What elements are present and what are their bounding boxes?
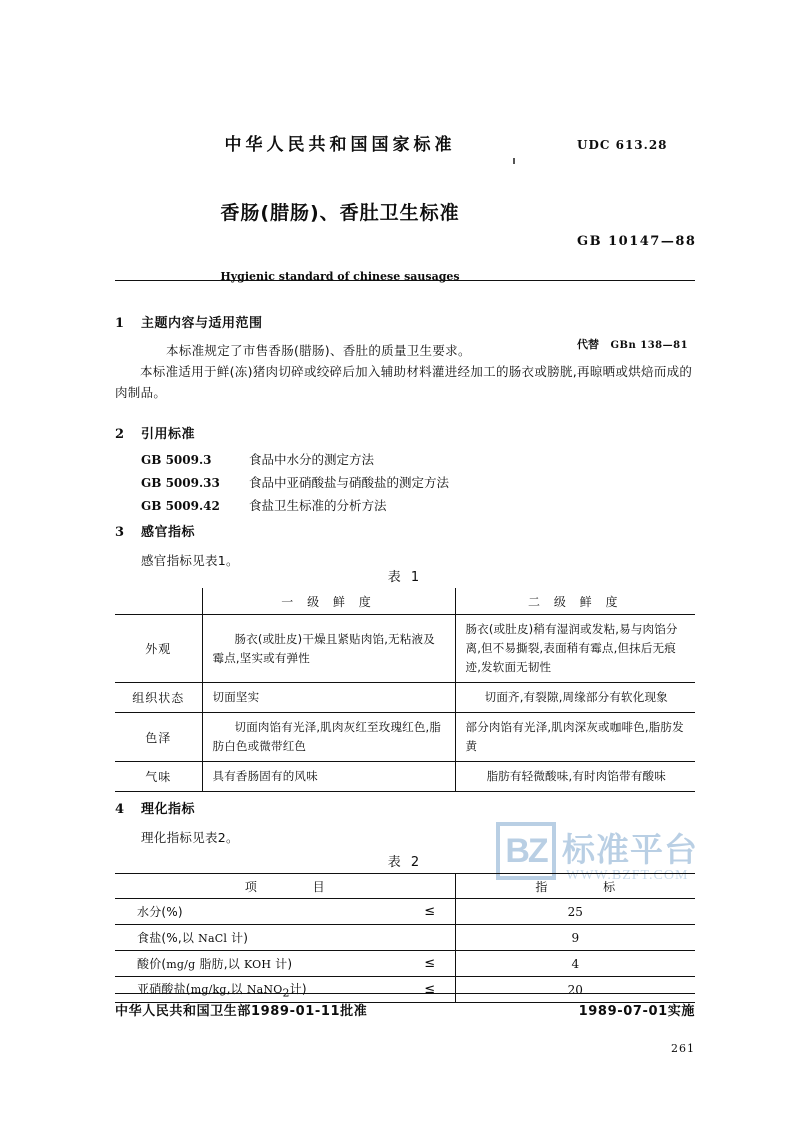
item-unit: mg/g — [166, 958, 196, 971]
table-1-cell-grade-2: 脂肪有轻微酸味,有时肉馅带有酸味 — [455, 762, 695, 792]
reference-item — [141, 450, 374, 468]
footer-divider — [115, 993, 695, 994]
page-tick-mark — [513, 158, 515, 164]
watermark-logo-text: BZ — [505, 831, 547, 870]
page-number: 261 — [671, 1042, 695, 1055]
replaces-value: GBn 138—81 — [610, 340, 689, 351]
table-2-item-label — [115, 951, 405, 977]
table-1-cell-grade-2: 部分肉馅有光泽,肌肉深灰或咖啡色,脂肪发黄 — [455, 713, 695, 762]
footer-approval: 中华人民共和国卫生部1989-01-11批准 — [115, 1004, 368, 1019]
footer-implementation: 1989-07-01实施 — [578, 1004, 695, 1019]
section-2-number: 2 — [115, 427, 125, 442]
reference-name: 食品中亚硝酸盐与硝酸盐的测定方法 — [249, 475, 450, 490]
table-2-caption: 表 2 — [387, 855, 423, 870]
udc-number: UDC 613.28 — [577, 138, 668, 152]
table-2-operator: ≤ — [405, 951, 455, 977]
section-3-number: 3 — [115, 525, 125, 540]
section-2-heading — [115, 423, 195, 442]
table-1-row-label: 外观 — [115, 615, 202, 683]
item-text-mid: ,以 — [226, 981, 247, 996]
item-text-pre: 食盐(%,以 — [137, 931, 199, 945]
table-row — [115, 588, 695, 615]
table-row — [115, 762, 695, 792]
table-physicochemical-indicators — [115, 873, 695, 1003]
table-1-row-label: 气味 — [115, 762, 202, 792]
section-1-heading — [115, 312, 263, 331]
table-1-row-label: 色泽 — [115, 713, 202, 762]
watermark-url: WWW.BZFT.COM — [566, 868, 689, 883]
table-row — [115, 951, 695, 977]
table-2-value: 20 — [455, 977, 695, 1003]
watermark-title: 标准平台 — [562, 830, 698, 869]
reference-code: GB 5009.3 — [141, 453, 212, 467]
table-2-value: 25 — [455, 899, 695, 925]
section-4-number: 4 — [115, 802, 125, 817]
table-1-cell-grade-1: 切面肉馅有光泽,肌肉灰红至玫瑰红色,脂肪白色或微带红色 — [202, 713, 455, 762]
table-1-cell-grade-2: 肠衣(或肚皮)稍有湿润或发粘,易与肉馅分离,但不易撕裂,表面稍有霉点,但抹后无痕迹,发软面无韧性 — [455, 615, 695, 683]
item-formula: NaNO — [246, 982, 283, 996]
standard-title: 香肠(腊肠)、香肚卫生标准 — [220, 202, 460, 224]
section-4-paragraph-1: 理化指标见表2。 — [141, 830, 239, 845]
section-4-title: 理化指标 — [141, 802, 196, 817]
table-2-item-label — [115, 977, 405, 1003]
section-3-heading — [115, 521, 195, 540]
table-sensory-indicators — [115, 588, 695, 792]
table-row — [115, 874, 695, 899]
section-3-paragraph-1: 感官指标见表1。 — [141, 553, 239, 568]
standard-title-english: Hygienic standard of chinese sausages — [220, 270, 460, 283]
reference-item — [141, 496, 387, 514]
table-row — [115, 925, 695, 951]
table-1-row-label: 组织状态 — [115, 683, 202, 713]
table-row — [115, 683, 695, 713]
replaces-label: 代替 — [577, 338, 599, 351]
item-text-pre: 亚硝酸盐( — [137, 981, 191, 996]
section-1-paragraph-1: 本标准规定了市售香肠(腊肠)、香肚的质量卫生要求。 — [166, 343, 471, 358]
header-divider — [115, 280, 695, 281]
reference-code: GB 5009.42 — [141, 499, 220, 513]
item-formula: KOH — [243, 958, 272, 971]
table-row — [115, 615, 695, 683]
table-2-operator: ≤ — [405, 977, 455, 1003]
section-1-title: 主题内容与适用范围 — [141, 316, 263, 331]
table-2-header-index: 指 标 — [455, 874, 695, 899]
reference-name: 食盐卫生标准的分析方法 — [249, 498, 387, 513]
item-text-post: 计) — [289, 981, 307, 996]
item-formula-subscript: 2 — [282, 986, 290, 1000]
reference-code: GB 5009.33 — [141, 476, 220, 490]
table-1-header-grade-1: 一 级 鲜 度 — [202, 588, 455, 615]
section-1-number: 1 — [115, 316, 125, 331]
reference-name: 食品中水分的测定方法 — [249, 452, 375, 467]
table-1-cell-grade-2: 切面齐,有裂隙,周缘部分有软化现象 — [455, 683, 695, 713]
item-formula: NaCl — [198, 932, 228, 945]
item-text-mid: 脂肪,以 — [195, 957, 244, 971]
item-text-pre: 酸价( — [137, 957, 167, 971]
table-1-cell-grade-1: 切面坚实 — [202, 683, 455, 713]
table-2-item-label: 水分(%) — [115, 899, 405, 925]
table-2-value: 9 — [455, 925, 695, 951]
table-2-value: 4 — [455, 951, 695, 977]
table-1-header-grade-2: 二 级 鲜 度 — [455, 588, 695, 615]
table-2-operator — [405, 925, 455, 951]
table-1-cell-grade-1: 肠衣(或肚皮)干燥且紧贴肉馅,无粘液及霉点,坚实或有弹性 — [202, 615, 455, 683]
table-row — [115, 899, 695, 925]
table-row — [115, 713, 695, 762]
section-3-title: 感官指标 — [141, 525, 196, 540]
gb-number: GB 10147—88 — [577, 234, 697, 249]
table-2-operator: ≤ — [405, 899, 455, 925]
section-2-title: 引用标准 — [141, 427, 196, 442]
item-unit: mg/kg — [190, 982, 227, 996]
item-text-post: 计) — [227, 931, 249, 945]
national-standard-title: 中华人民共和国国家标准 — [224, 135, 456, 155]
table-row — [115, 977, 695, 1003]
table-1-header-blank — [115, 588, 202, 615]
reference-item — [141, 473, 449, 491]
section-4-heading — [115, 798, 195, 817]
item-text-post: 计) — [271, 957, 293, 971]
table-2-item-label — [115, 925, 405, 951]
table-2-header-item: 项 目 — [115, 874, 455, 899]
table-1-cell-grade-1: 具有香肠固有的风味 — [202, 762, 455, 792]
section-1-paragraph-2: 本标准适用于鲜(冻)猪肉切碎或绞碎后加入辅助材料灌进经加工的肠衣或膀胱,再晾晒或烘焙而成的肉制品。 — [115, 364, 693, 400]
table-1-caption: 表 1 — [387, 570, 423, 585]
